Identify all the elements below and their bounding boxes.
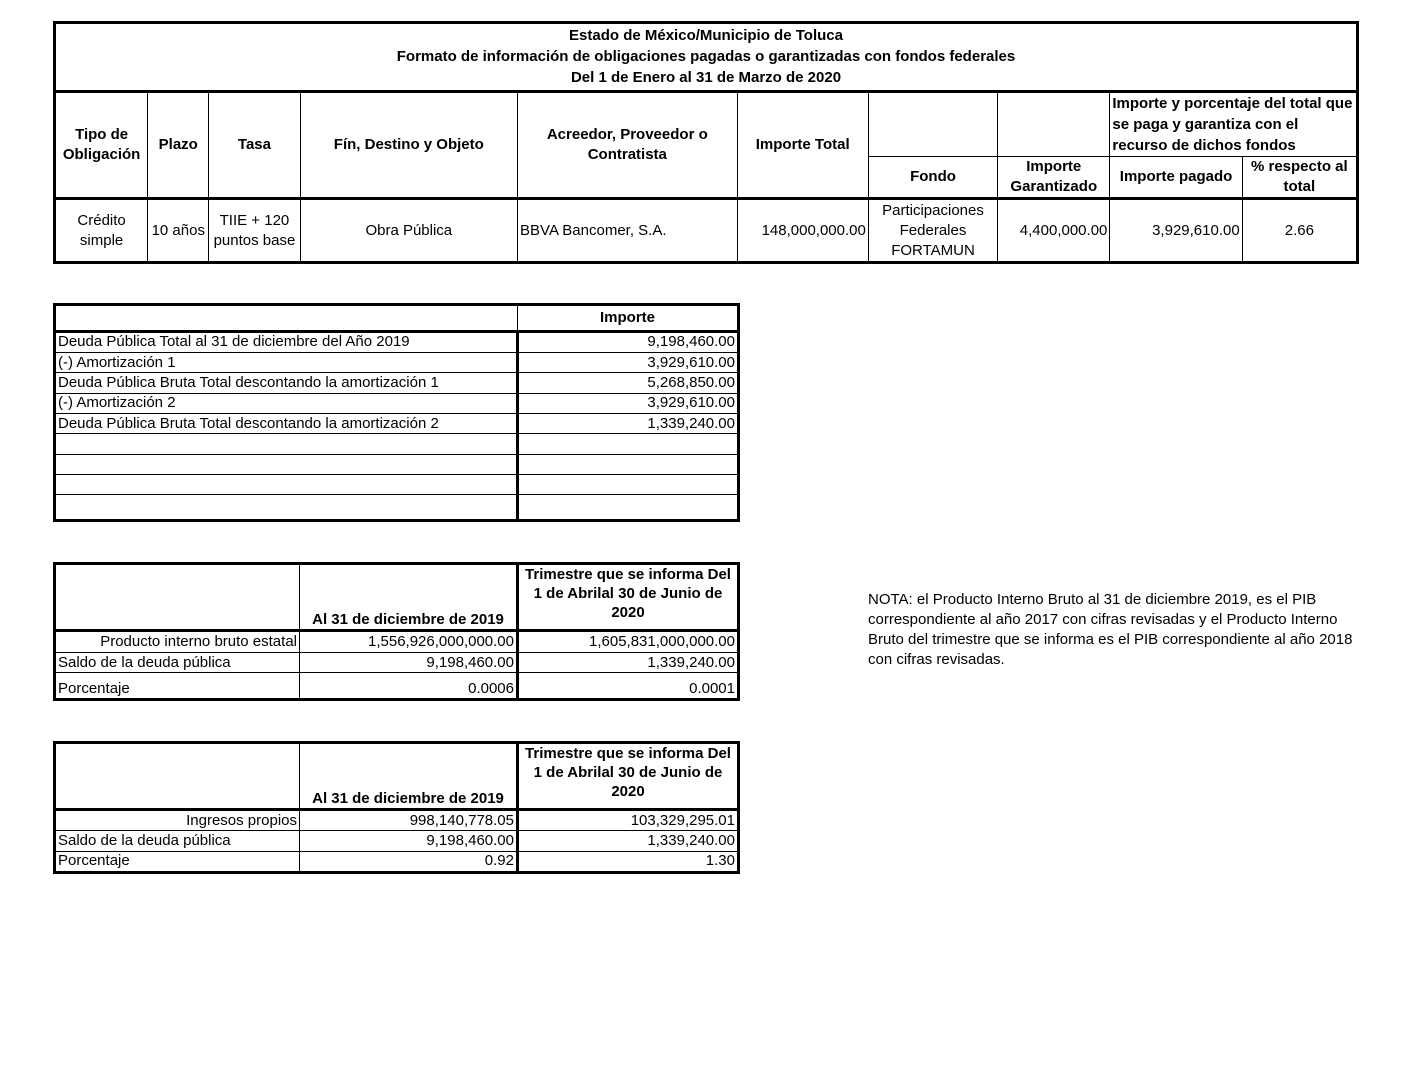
- col-header-importe-garantizado: Importe Garantizado: [998, 157, 1110, 199]
- cell-importe-pagado: 3,929,610.00: [1110, 199, 1242, 263]
- row-value-trimestre: 0.0001: [518, 673, 739, 700]
- table-row: [55, 373, 739, 393]
- row-label: Deuda Pública Total al 31 de diciembre del Año 2019: [55, 331, 518, 352]
- row-label: Saldo de la deuda pública: [55, 831, 300, 851]
- row-value-2019: 9,198,460.00: [300, 831, 518, 851]
- empty-row: [55, 474, 739, 494]
- table-row: [55, 810, 739, 831]
- obligations-table: [53, 21, 1359, 264]
- blank-header-cell: [868, 91, 997, 157]
- col-header-fin: Fín, Destino y Objeto: [300, 91, 518, 199]
- cell-plazo: 10 años: [148, 199, 209, 263]
- row-label: (-) Amortización 1: [55, 353, 518, 373]
- row-value-2019: 998,140,778.05: [300, 810, 518, 831]
- row-label: Saldo de la deuda pública: [55, 652, 300, 672]
- table-row: [55, 673, 739, 700]
- row-value-2019: 1,556,926,000,000.00: [300, 631, 518, 652]
- table-row: [55, 631, 739, 652]
- col-header-porcentaje: % respecto al total: [1242, 157, 1357, 199]
- table-row: [55, 851, 739, 872]
- cell-porcentaje: 2.66: [1242, 199, 1357, 263]
- cell-acreedor: BBVA Bancomer, S.A.: [518, 199, 738, 263]
- row-label: Porcentaje: [55, 851, 300, 872]
- cell-fin: Obra Pública: [300, 199, 518, 263]
- row-label: Producto interno bruto estatal: [55, 631, 300, 652]
- row-value-trimestre: 103,329,295.01: [518, 810, 739, 831]
- row-label: Porcentaje: [55, 673, 300, 700]
- blank-header-cell: [55, 564, 300, 631]
- col-header-plazo: Plazo: [148, 91, 209, 199]
- col-header-importe: Importe: [518, 305, 739, 332]
- row-value: 9,198,460.00: [518, 331, 739, 352]
- pib-table: [53, 562, 740, 701]
- blank-header-cell: [998, 91, 1110, 157]
- row-label: Ingresos propios: [55, 810, 300, 831]
- empty-row: [55, 495, 739, 521]
- col-header-tipo: Tipo de Obligación: [55, 91, 148, 199]
- cell-importe-garantizado: 4,400,000.00: [998, 199, 1110, 263]
- blank-header-cell: [55, 305, 518, 332]
- report-title-line2: Formato de información de obligaciones pagadas o garantizadas con fondos federales: [396, 48, 1016, 66]
- col-header-trimestre: Trimestre que se informa Del 1 de Abrilal 30 de Junio de 2020: [518, 564, 739, 631]
- cell-importe-total: 148,000,000.00: [737, 199, 868, 263]
- row-value-trimestre: 1,339,240.00: [518, 831, 739, 851]
- col-header-acreedor: Acreedor, Proveedor o Contratista: [518, 91, 738, 199]
- row-value-2019: 0.92: [300, 851, 518, 872]
- report-title: [55, 23, 1358, 92]
- empty-row: [55, 434, 739, 454]
- table-row: [55, 353, 739, 373]
- row-value: 1,339,240.00: [518, 414, 739, 434]
- col-header-importe-pagado: Importe pagado: [1110, 157, 1242, 199]
- row-value: 3,929,610.00: [518, 393, 739, 413]
- blank-header-cell: [55, 743, 300, 810]
- report-title-line3: Del 1 de Enero al 31 de Marzo de 2020: [570, 69, 842, 87]
- row-value-trimestre: 1,605,831,000,000.00: [518, 631, 739, 652]
- table-row: [55, 652, 739, 672]
- col-header-2019: Al 31 de diciembre de 2019: [300, 564, 518, 631]
- row-label: (-) Amortización 2: [55, 393, 518, 413]
- table-row: [55, 831, 739, 851]
- ingresos-table: [53, 741, 740, 874]
- row-value-2019: 0.0006: [300, 673, 518, 700]
- row-label: Deuda Pública Bruta Total descontando la amortización 2: [55, 414, 518, 434]
- row-value: 5,268,850.00: [518, 373, 739, 393]
- col-header-importe-total: Importe Total: [737, 91, 868, 199]
- report-title-line1: Estado de México/Municipio de Toluca: [569, 27, 843, 45]
- table-row: [55, 199, 1358, 263]
- footnote: NOTA: el Producto Interno Bruto al 31 de diciembre 2019, es el PIB correspondiente al año 2017 con cifras revisadas y el Producto Interno Bruto del trimestre que se informa es el PIB correspondiente al año 2018 con cifras revisadas.: [868, 591, 1353, 668]
- row-value-trimestre: 1.30: [518, 851, 739, 872]
- table-row: [55, 393, 739, 413]
- col-header-group: Importe y porcentaje del total que se paga y garantiza con el recurso de dichos fondos: [1110, 91, 1358, 157]
- row-value: 3,929,610.00: [518, 353, 739, 373]
- empty-row: [55, 454, 739, 474]
- cell-fondo: Participaciones Federales FORTAMUN: [868, 199, 997, 263]
- row-value-trimestre: 1,339,240.00: [518, 652, 739, 672]
- debt-table: [53, 303, 740, 522]
- row-label: Deuda Pública Bruta Total descontando la amortización 1: [55, 373, 518, 393]
- cell-tipo: Crédito simple: [55, 199, 148, 263]
- col-header-fondo: Fondo: [868, 157, 997, 199]
- col-header-trimestre: Trimestre que se informa Del 1 de Abrilal 30 de Junio de 2020: [518, 743, 739, 810]
- col-header-tasa: Tasa: [209, 91, 300, 199]
- table-row: [55, 331, 739, 352]
- col-header-2019: Al 31 de diciembre de 2019: [300, 743, 518, 810]
- cell-tasa: TIIE + 120 puntos base: [209, 199, 300, 263]
- table-row: [55, 414, 739, 434]
- row-value-2019: 9,198,460.00: [300, 652, 518, 672]
